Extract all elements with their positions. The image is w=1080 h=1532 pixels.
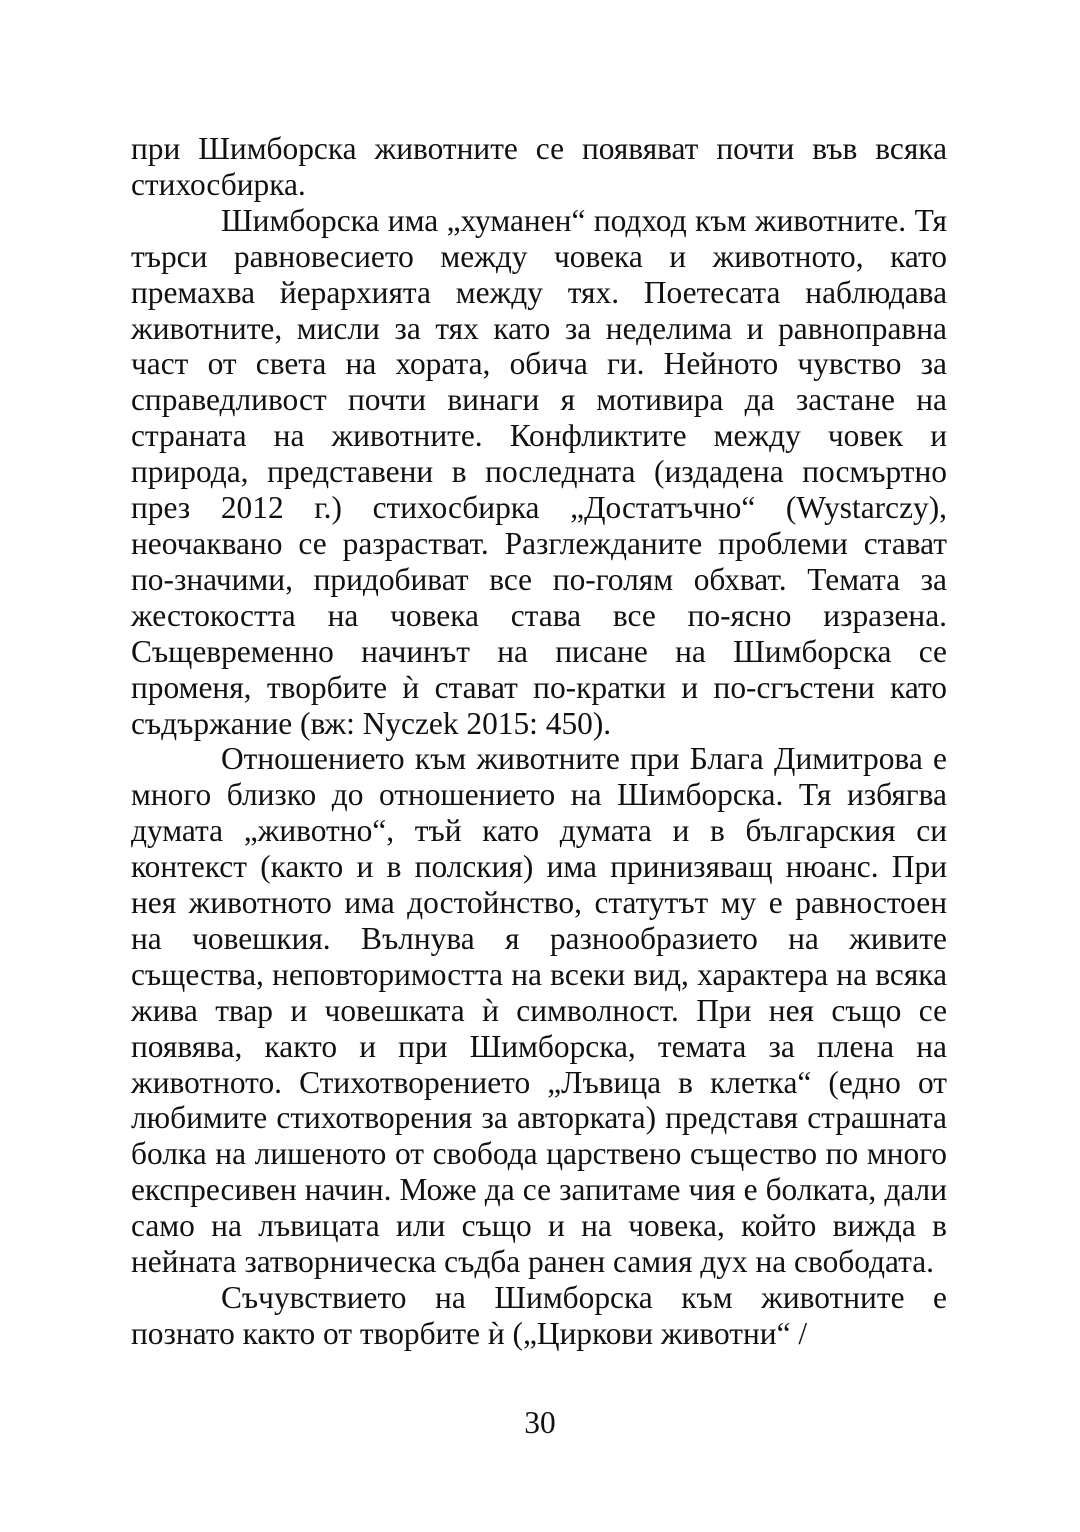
body-text xyxy=(131,131,947,1352)
paragraph-1: при Шимборска животните се появяват почти във всяка стихосбирка. xyxy=(131,131,947,202)
paragraph-3: Отношението към животните при Блага Димитрова е много близко до отношението на Шимборска. Тя избягва думата „животно“, тъй като думата и в българския си контекст (както и в полския) има принизяващ нюанс. При нея животното има достойнство, статутът му е равностоен на човешкия. Вълнува я разнообразието на живите същества, неповторимостта на всеки вид, характера на всяка жива твар и човешката ѝ символност. При нея също се появява, както и при Шимборска, темата за плена на животното. Стихотворението „Лъвица в клетка“ (едно от любимите стихотворения за авторката) представя страшната болка на лишеното от свобода царствено същество по много експресивен начин. Може да се запитаме чия е болката, дали само на лъвицата или също и на човека, който вижда в нейната затворническа съдба ранен самия дух на свободата. xyxy=(131,741,947,1280)
paragraph-2: Шимборска има „хуманен“ подход към животните. Тя търси равновесието между човека и животното, като премахва йерархията между тях. Поетесата наблюдава животните, мисли за тях като за неделима и равноправна част от света на хората, обича ги. Нейното чувство за справедливост почти винаги я мотивира да застане на страната на животните. Конфликтите между човек и природа, представени в последната (издадена посмъртно през 2012 г.) стихосбирка „Достатъчно“ (Wystarczy), неочаквано се разрастват. Разглежданите проблеми стават по-значими, придобиват все по-голям обхват. Темата за жестокостта на човека става все по-ясно изразена. Същевременно начинът на писане на Шимборска се променя, творбите ѝ стават по-кратки и по-сгъстени като съдържание (вж: Nyczek 2015: 450). xyxy=(131,202,947,741)
paragraph-4: Съчувствието на Шимборска към животните е познато както от творбите ѝ („Циркови животни“ / xyxy=(131,1280,947,1351)
page-number: 30 xyxy=(524,1405,556,1440)
